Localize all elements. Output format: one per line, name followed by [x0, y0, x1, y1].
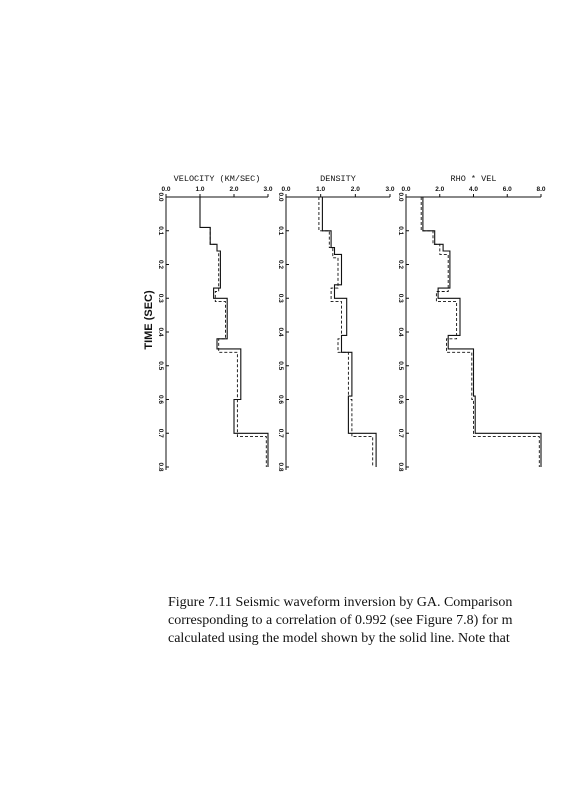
panel-3-y-tick-label: 0.5	[397, 361, 404, 371]
panel-1-y-tick-label: 0.0	[157, 192, 164, 202]
panel-3-x-tick-label: 4.0	[468, 186, 479, 193]
panel-3-dashed-model-line	[421, 197, 539, 467]
panel-2-x-tick-label: 2.0	[350, 186, 360, 193]
panel-2-y-tick-label: 0.7	[277, 428, 284, 438]
panel-3-y-tick-label: 0.4	[397, 327, 404, 337]
panel-2-y-tick-label: 0.3	[277, 293, 284, 303]
panel-1-y-tick-label: 0.6	[157, 394, 164, 405]
panel-2-y-tick-label: 0.6	[277, 394, 284, 405]
panel-2-x-tick-label: 1.0	[316, 186, 326, 193]
panel-3-y-tick-label: 0.7	[397, 428, 404, 438]
panel-2-dashed-model-line	[319, 197, 373, 467]
panel-1-y-tick-label: 0.5	[157, 361, 164, 371]
panel-1-y-tick-label: 0.2	[157, 259, 164, 270]
panel-1-dashed-model-line	[200, 197, 266, 467]
y-axis-label: TIME (SEC)	[143, 290, 155, 350]
panel-1-x-tick-label: 3.0	[263, 186, 273, 193]
panel-2-y-tick-label: 0.4	[277, 327, 284, 337]
panel-3-y-tick-label: 0.3	[397, 293, 404, 303]
caption-line-3: calculated using the model shown by the solid line. Note that	[168, 631, 510, 646]
panel-2-x-tick-label: 3.0	[385, 186, 395, 193]
panel-1-y-tick-label: 0.4	[157, 327, 164, 337]
panel-3-y-tick-label: 0.6	[397, 394, 404, 405]
panel-2-y-tick-label: 0.8	[277, 462, 284, 472]
panel-1-title: VELOCITY (KM/SEC)	[173, 174, 261, 184]
panel-2-x-tick-label: 0.0	[281, 186, 291, 193]
panel-3-x-tick-label: 8.0	[536, 186, 546, 193]
panel-2-y-tick-label: 0.2	[277, 259, 284, 270]
panel-1-x-tick-label: 1.0	[195, 186, 205, 193]
panel-1-y-tick-label: 0.3	[157, 293, 164, 303]
panel-1-x-tick-label: 2.0	[229, 186, 239, 193]
panel-3-title: RHO * VEL	[450, 174, 497, 184]
panel-1-y-tick-label: 0.7	[157, 428, 164, 438]
figure-caption	[168, 594, 568, 648]
panel-2-title: DENSITY	[320, 174, 356, 184]
panel-1-x-tick-label: 0.0	[161, 186, 171, 193]
panel-3-y-tick-label: 0.1	[397, 226, 404, 236]
panel-3-y-tick-label: 0.8	[397, 462, 404, 472]
panel-1-y-tick-label: 0.8	[157, 462, 164, 472]
panel-3-x-tick-label: 6.0	[502, 186, 512, 193]
panel-2-y-tick-label: 0.5	[277, 361, 284, 371]
panel-1-y-tick-label: 0.1	[157, 226, 164, 236]
panel-3-solid-model-line	[423, 197, 541, 467]
panel-3-x-tick-label: 2.0	[435, 186, 445, 193]
panel-2-y-tick-label: 0.1	[277, 226, 284, 236]
panel-2-solid-model-line	[322, 197, 376, 467]
panel-3-y-tick-label: 0.0	[397, 192, 404, 202]
panel-2-y-tick-label: 0.0	[277, 192, 284, 202]
panel-3-y-tick-label: 0.2	[397, 259, 404, 270]
caption-line-2: corresponding to a correlation of 0.992 (see Figure 7.8) for m	[168, 613, 513, 628]
caption-line-1: Figure 7.11 Seismic waveform inversion by GA. Comparison	[168, 595, 513, 610]
panel-3-x-tick-label: 0.0	[401, 186, 411, 193]
